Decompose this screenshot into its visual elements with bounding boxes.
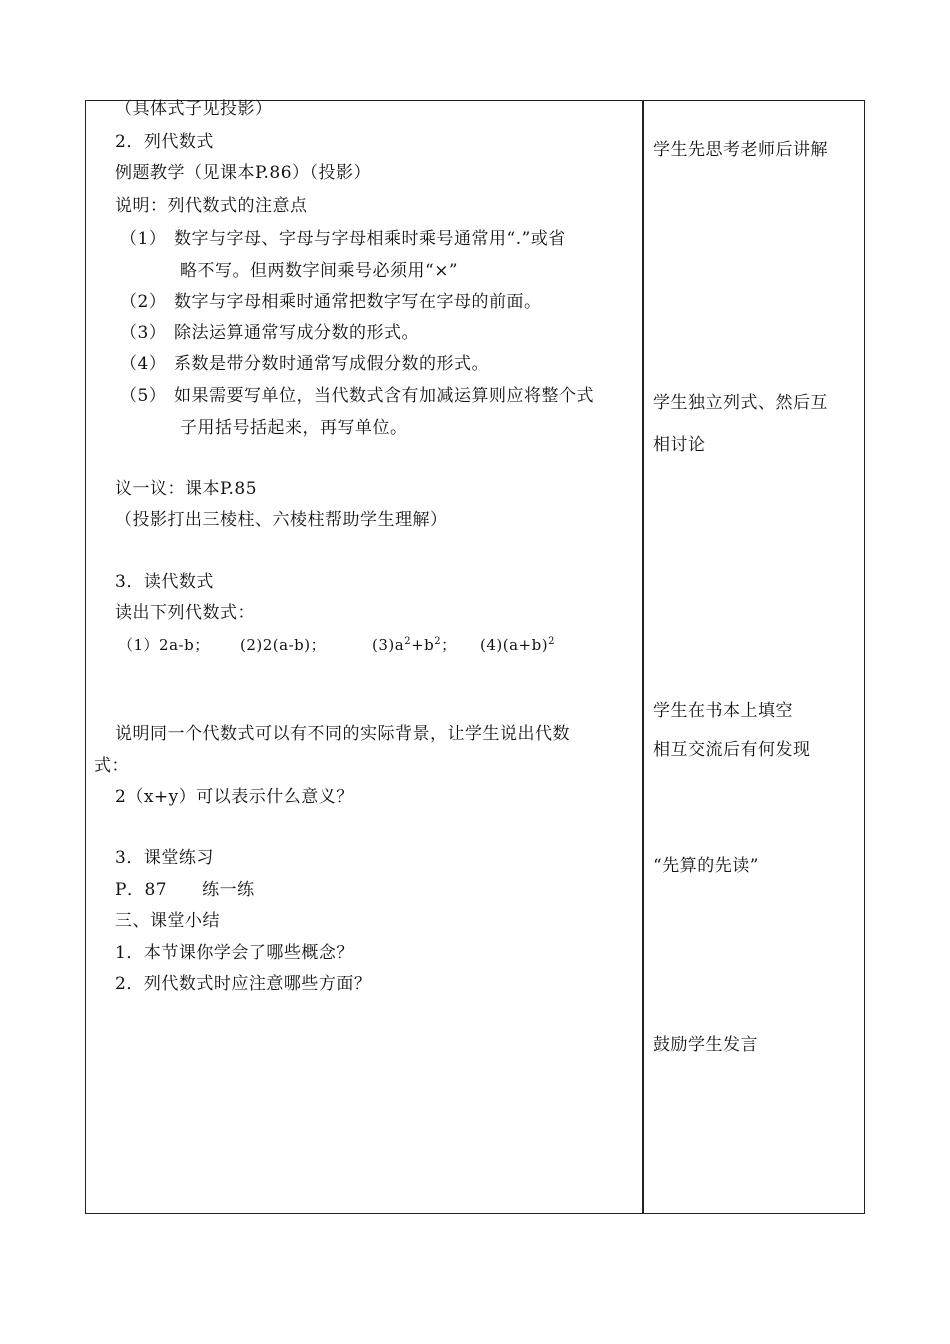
left-line: 1．本节课你学会了哪些概念？ (115, 943, 354, 963)
list-item-text: 略不写。但两数字间乘号必须用“×” (180, 261, 459, 281)
column-divider (642, 100, 644, 1214)
note: 相互交流后有何发现 (653, 740, 811, 760)
list-item-text: 除法运算通常写成分数的形式。 (174, 323, 419, 343)
left-line: 说明同一个代数式可以有不同的实际背景，让学生说出代数 (115, 724, 570, 744)
expression-4: $(4)(a+b)^2$ (480, 636, 555, 654)
list-number: （5） (120, 386, 167, 406)
list-item-text: 如果需要写单位，当代数式含有加减运算则应将整个式 (174, 386, 594, 406)
left-line: P．87 练一练 (115, 880, 255, 900)
section-heading: 3．课堂练习 (115, 848, 214, 868)
left-line: 2（x+y）可以表示什么意义？ (115, 787, 354, 807)
section-heading: 3．读代数式 (115, 572, 214, 592)
section-heading: 三、课堂小结 (115, 911, 220, 931)
left-line: （具体式子见投影） (115, 99, 273, 119)
note: “先算的先读” (653, 856, 759, 876)
list-number: （1） (120, 229, 167, 249)
left-line: 议一议：课本P.85 (115, 479, 258, 499)
note: 学生在书本上填空 (653, 701, 793, 721)
section-heading: 2．列代数式 (115, 132, 214, 152)
expression-2: (2)2(a-b)； (240, 636, 327, 654)
expression-3: $(3)a^2+b^2$； (372, 636, 457, 654)
note: 鼓励学生发言 (653, 1035, 758, 1055)
list-item-text: 数字与字母、字母与字母相乘时乘号通常用“.”或省 (174, 229, 566, 249)
expression-1: （1）2a-b； (118, 636, 210, 654)
left-line: 读出下列代数式： (115, 603, 255, 623)
left-line: 说明：列代数式的注意点 (115, 196, 308, 216)
note: 学生先思考老师后讲解 (653, 140, 828, 160)
list-item-text: 系数是带分数时通常写成假分数的形式。 (174, 354, 489, 374)
list-number: （2） (120, 292, 167, 312)
list-item-text: 数字与字母相乘时通常把数字写在字母的前面。 (174, 292, 542, 312)
left-line: 2．列代数式时应注意哪些方面？ (115, 974, 372, 994)
note: 相讨论 (653, 435, 706, 455)
list-item-text: 子用括号括起来，再写单位。 (180, 418, 408, 438)
left-line: （投影打出三棱柱、六棱柱帮助学生理解） (115, 510, 448, 530)
note: 学生独立列式、然后互 (653, 393, 828, 413)
list-number: （4） (120, 354, 167, 374)
left-line: 例题教学（见课本P.86）（投影） (115, 163, 372, 183)
left-line: 式： (94, 756, 129, 776)
list-number: （3） (120, 323, 167, 343)
